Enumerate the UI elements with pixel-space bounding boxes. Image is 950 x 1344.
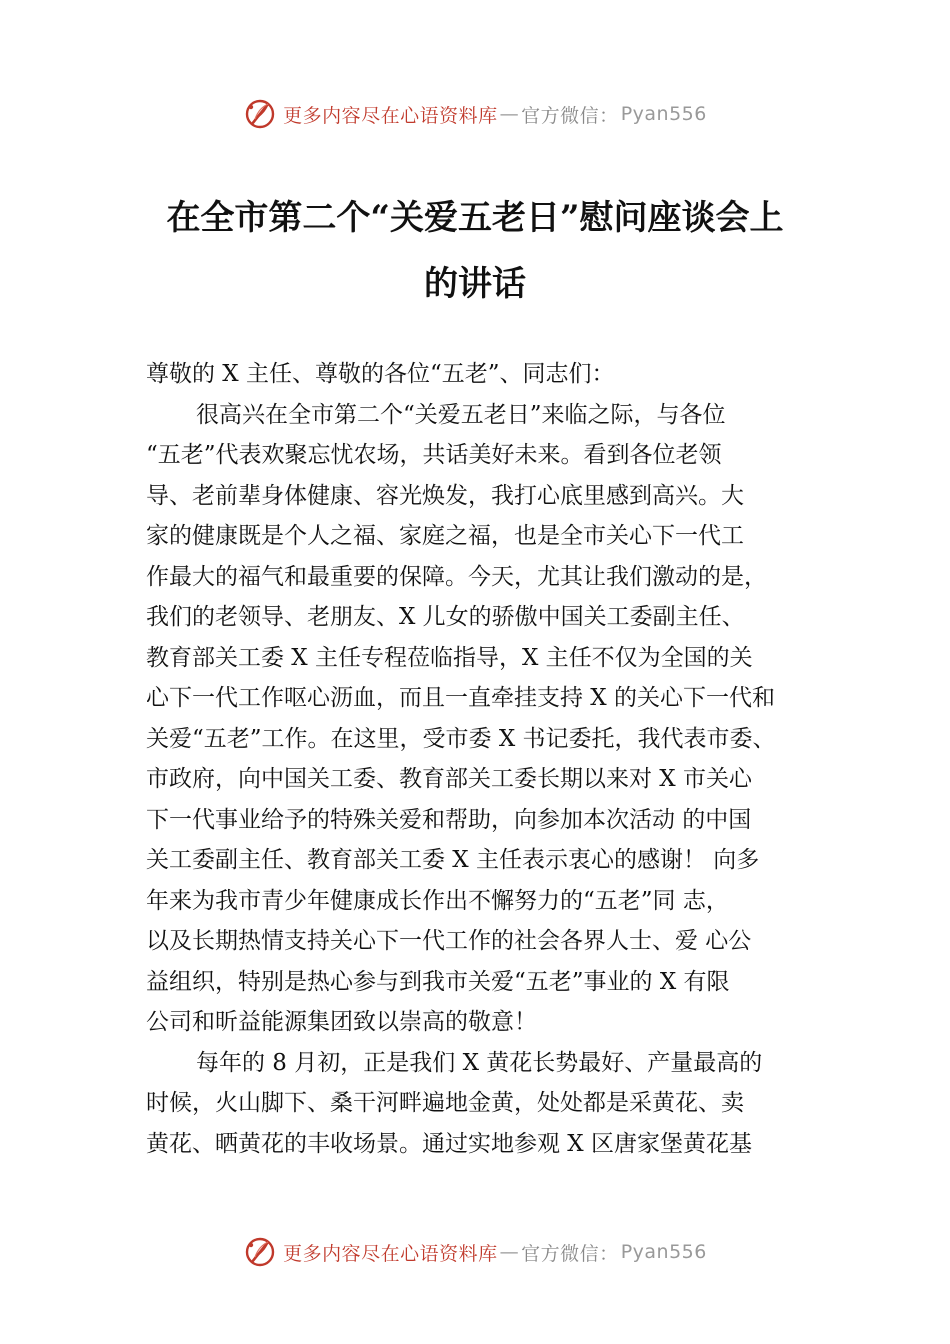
document-body: [146, 354, 866, 1164]
body-line: “五老”代表欢聚忘忧农场，共话美好未来。看到各位老领: [146, 442, 722, 468]
body-line: 很高兴在全市第二个“关爱五老日”来临之际，与各位: [196, 401, 726, 428]
quill-seal-icon: [243, 97, 277, 131]
header-banner: [0, 94, 950, 134]
body-line: 作最大的福气和最重要的保障。今天，尤其让我们激动的是，: [146, 563, 767, 590]
banner-brand: 更多内容尽在心语资料库: [283, 1242, 498, 1265]
body-line: 关工委副主任、教育部关工委 X 主任表示衷心的感谢！ 向多: [146, 847, 760, 873]
quill-seal-icon: [243, 1235, 277, 1269]
banner-brand: 更多内容尽在心语资料库: [283, 104, 498, 127]
banner-wechat-label: 官方微信：: [521, 1242, 619, 1265]
body-line: 尊敬的 X 主任、尊敬的各位“五老”、同志们：: [146, 361, 615, 387]
body-line: 下一代事业给予的特殊关爱和帮助，向参加本次活动 的中国: [146, 806, 752, 833]
document-title-line-2: 的讲话: [424, 264, 526, 304]
banner-separator: —: [499, 1241, 520, 1263]
body-line: 每年的 8 月初，正是我们 X 黄花长势最好、产量最高的: [196, 1049, 763, 1076]
body-line: 我们的老领导、老朋友、X 儿女的骄傲中国关工委副主任、: [146, 604, 745, 630]
body-line: 公司和昕益能源集团致以崇高的敬意！: [146, 1009, 537, 1035]
body-line: 时候，火山脚下、桑干河畔遍地金黄，处处都是采黄花、卖: [146, 1090, 744, 1116]
body-line: 黄花、晒黄花的丰收场景。通过实地参观 X 区唐家堡黄花基: [146, 1130, 752, 1157]
body-line: 市政府，向中国关工委、教育部关工委长期以来对 X 市关心: [146, 766, 752, 792]
banner-wechat-label: 官方微信：: [521, 104, 619, 127]
body-line: 益组织，特别是热心参与到我市关爱“五老”事业的 X 有限: [146, 968, 730, 995]
body-line: 心下一代工作呕心沥血，而且一直牵挂支持 X 的关心下一代和: [146, 685, 775, 711]
body-line: 以及长期热情支持关心下一代工作的社会各界人士、爱 心公: [146, 928, 752, 954]
banner-separator: —: [499, 103, 520, 125]
body-line: 关爱“五老”工作。在这里，受市委 X 书记委托，我代表市委、: [146, 725, 776, 752]
body-line: 教育部关工委 X 主任专程莅临指导，X 主任不仅为全国的关: [146, 644, 753, 671]
body-line: 导、老前辈身体健康、容光焕发，我打心底里感到高兴。大: [146, 482, 744, 509]
banner-wechat-id: Pyan556: [620, 1241, 707, 1263]
banner-wechat-id: Pyan556: [620, 103, 707, 125]
document-title-line-1: 在全市第二个“关爱五老日”慰问座谈会上: [166, 198, 784, 238]
body-line: 年来为我市青少年健康成长作出不懈努力的“五老”同 志，: [146, 887, 729, 914]
footer-banner: [0, 1232, 950, 1272]
body-line: 家的健康既是个人之福、家庭之福，也是全市关心下一代工: [146, 523, 744, 549]
